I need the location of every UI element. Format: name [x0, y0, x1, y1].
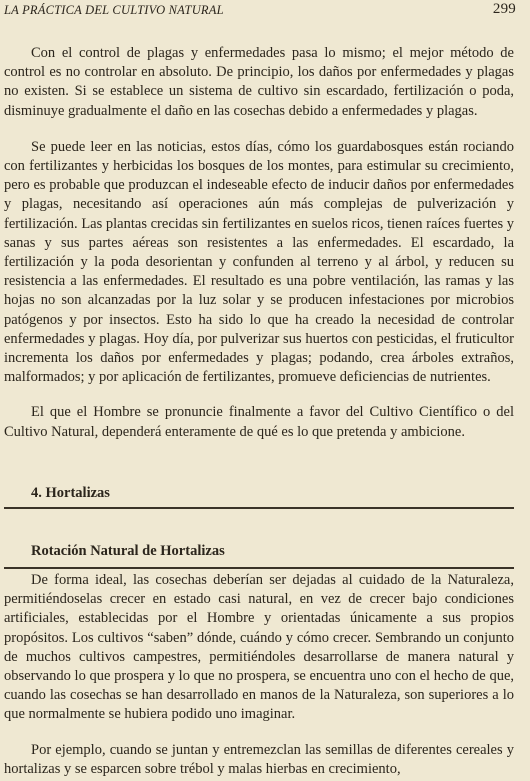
subheading: Rotación Natural de Hortalizas	[31, 543, 225, 559]
section-heading: 4. Hortalizas	[31, 485, 110, 501]
body-text	[4, 44, 514, 442]
paragraph: El que el Hombre se pronuncie finalmente a favor del Cultivo Científico o del Cultivo Natural, dependerá enteramente de qué es lo que pretenda y ambicione.	[4, 404, 514, 440]
running-title: LA PRÁCTICA DEL CULTIVO NATURAL	[4, 3, 224, 17]
running-header	[4, 0, 516, 20]
section-body	[4, 571, 514, 779]
page-number: 299	[492, 1, 516, 17]
paragraph: De forma ideal, las cosechas deberían ser dejadas al cuidado de la Naturaleza, permitiéndoselas crecer en estado casi natural, en vez de crecer bajo condiciones artificiales, establecidas por el Hombre y orientadas únicamente a sus propios propósitos. Los cultivos “saben” dónde, cuándo y cómo crecer. Sembrando un conjunto de muchos cultivos campestres, permitiéndoles desarrollarse de manera natural y observando lo que prospera y lo que no prospera, se encuentra uno con el hecho de que, cuando las cosechas se han desarrollado en manos de la Naturaleza, son superiores a lo que normalmente se hubiera podido uno imaginar.	[4, 572, 514, 723]
paragraph: Por ejemplo, cuando se juntan y entremezclan las semillas de diferentes cereales y hortalizas y se esparcen sobre trébol y malas hierbas en crecimiento,	[4, 741, 514, 777]
divider	[4, 507, 514, 509]
paragraph: Con el control de plagas y enfermedades pasa lo mismo; el mejor método de control es no controlar en absoluto. De principio, los daños por enfermedades y plagas no existen. Si se establece un sistema de cultivo sin escardado, fertilización o poda, disminuye gradualmente el daño en las cosechas debido a enfermedades y plagas.	[4, 45, 514, 119]
divider	[4, 567, 514, 569]
paragraph: Se puede leer en las noticias, estos días, cómo los guardabosques están rociando con fertilizantes y herbicidas los bosques de los montes, para estimular su crecimiento, pero es probable que produzcan el indeseable efecto de inducir daños por enfermedades y plagas, necesitando así operaciones aún más complejas de pulverización y fertilización. Las plantas crecidas sin fertilizantes en suelos ricos, tienen raíces fuertes y sanas y sus partes aéreas son resistentes a las enfermedades. El escardado, la fertilización y la poda desorientan y confunden al terreno y al árbol, y reducen su resistencia a las enfermedades. El resultado es una pobre ventilación, las ramas y las hojas no son alcanzadas por la luz solar y se producen infestaciones por microbios patógenos y por insectos. Esto ha sido lo que ha creado la necesidad de controlar enfermedades y plagas. Hoy día, por pulverizar sus huertos con pesticidas, el fruticultor incrementa los daños por enfermedades y plagas; podando, crea árboles extraños, malformados; y por aplicación de fertilizantes, promueve deficiencias de nutrientes.	[4, 138, 514, 386]
